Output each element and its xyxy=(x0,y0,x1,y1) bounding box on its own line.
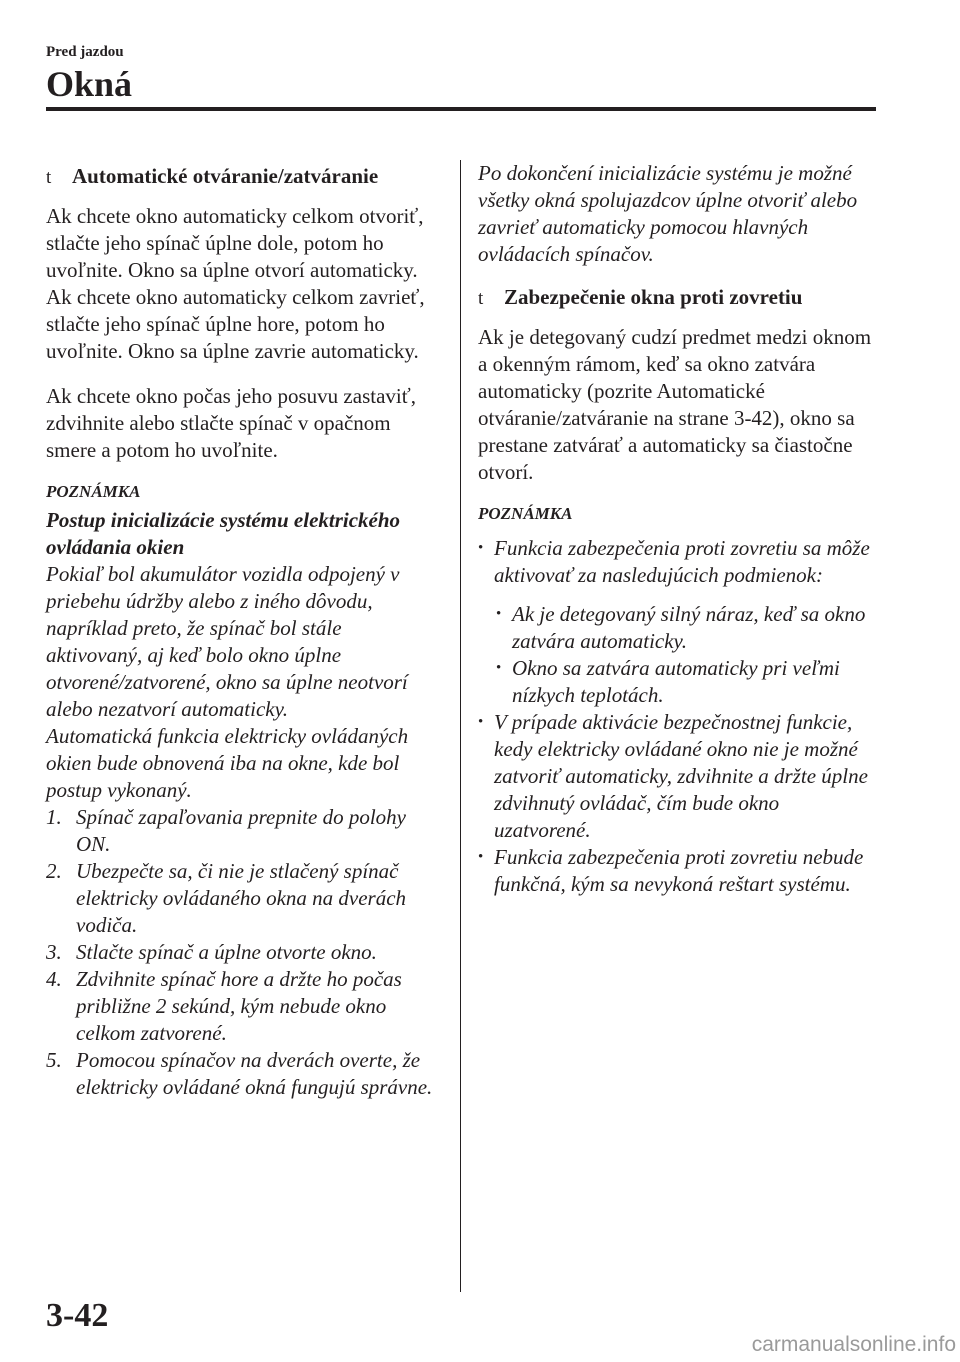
note-title: POZNÁMKA xyxy=(478,504,573,523)
step-number: 2. xyxy=(46,859,62,883)
bullet-text: V prípade aktivácie bezpečnostnej funkcie, kedy elektricky ovládané okno nie je možné zatvoriť automaticky, zdvihnite a držte úplne zdvihnutý ovládač, čím bude okno uzatvorené. xyxy=(494,710,868,842)
step-number: 4. xyxy=(46,967,62,991)
chapter-title: Okná xyxy=(46,64,133,104)
column-divider xyxy=(460,160,461,1292)
note-subtitle: Postup inicializácie systému elektrického ovládania okien xyxy=(46,508,401,559)
step-number: 1. xyxy=(46,805,62,829)
bullet-icon: • xyxy=(496,660,502,676)
bullet-item xyxy=(478,844,878,898)
section-label: Pred jazdou xyxy=(46,44,124,60)
sub-bullet-item xyxy=(478,655,878,709)
step-text: Pomocou spínačov na dverách overte, že elektricky ovládané okná fungujú správne. xyxy=(76,1048,433,1099)
left-column xyxy=(46,160,442,1101)
note-text: Pokiaľ bol akumulátor vozidla odpojený v priebehu údržby alebo z iného dôvodu, napríklad preto, že spínač bol stále aktivovaný, aj keď bolo okno úplne otvorené/zatvorené, okno sa úplne neotvorí alebo nezatvorí automaticky. xyxy=(46,562,408,721)
note-continuation: Po dokončení inicializácie systému je možné všetky okná spolujazdcov úplne otvoriť alebo zavrieť automaticky pomocou hlavných ovládacích spínačov. xyxy=(478,161,858,266)
page-number: 3-42 xyxy=(46,1297,109,1334)
section-heading-antipinch xyxy=(478,284,878,312)
bullet-text: Okno sa zatvára automaticky pri veľmi nízkych teplotách. xyxy=(512,656,840,707)
section-heading-text: Automatické otváranie/zatváranie xyxy=(72,164,379,188)
step-number: 5. xyxy=(46,1048,62,1072)
step-number: 3. xyxy=(46,940,62,964)
note-title: POZNÁMKA xyxy=(46,482,141,501)
step-item xyxy=(46,858,442,939)
step-item xyxy=(46,804,442,858)
paragraph: Ak chcete okno počas jeho posuvu zastaviť, zdvihnite alebo stlačte spínač v opačnom smere a potom ho uvoľnite. xyxy=(46,384,416,462)
bullet-icon: • xyxy=(478,714,484,730)
bullet-item xyxy=(478,535,878,589)
bullet-text: Funkcia zabezpečenia proti zovretiu sa môže aktivovať za nasledujúcich podmienok: xyxy=(494,536,870,587)
step-text: Ubezpečte sa, či nie je stlačený spínač elektricky ovládaného okna na dverách vodiča. xyxy=(76,859,407,937)
bullet-text: Funkcia zabezpečenia proti zovretiu nebude funkčná, kým sa nevykoná reštart systému. xyxy=(494,845,864,896)
step-item xyxy=(46,1047,442,1101)
bullet-icon: • xyxy=(496,606,502,622)
watermark: carmanualsonline.info xyxy=(751,1333,956,1356)
bullet-icon: • xyxy=(478,540,484,556)
page-header xyxy=(46,42,876,104)
bullet-icon: • xyxy=(478,849,484,865)
sub-bullet-item xyxy=(478,601,878,655)
header-rule xyxy=(46,107,876,111)
step-text: Stlačte spínač a úplne otvorte okno. xyxy=(76,940,377,964)
section-heading-text: Zabezpečenie okna proti zovretiu xyxy=(504,285,803,309)
step-text: Zdvihnite spínač hore a držte ho počas približne 2 sekúnd, kým nebude okno celkom zatvorené. xyxy=(76,967,402,1045)
paragraph: Ak chcete okno automaticky celkom otvoriť, stlačte jeho spínač úplne dole, potom ho uvoľnite. Okno sa úplne otvorí automaticky. xyxy=(46,204,424,282)
section-heading-auto xyxy=(46,163,442,191)
bullet-text: Ak je detegovaný silný náraz, keď sa okno zatvára automaticky. xyxy=(512,602,866,653)
step-text: Spínač zapaľovania prepnite do polohy ON. xyxy=(76,805,406,856)
right-column xyxy=(478,160,878,898)
section-marker-icon: t xyxy=(46,167,52,188)
note-text: Automatická funkcia elektricky ovládaných okien bude obnovená iba na okne, kde bol postup vykonaný. xyxy=(46,724,409,802)
paragraph: Ak je detegovaný cudzí predmet medzi oknom a okenným rámom, keď sa okno zatvára automaticky (pozrite Automatické otváranie/zatváranie na strane 3-42), okno sa prestane zatvárať a automaticky sa čiastočne otvorí. xyxy=(478,325,872,484)
section-marker-icon: t xyxy=(478,288,484,309)
step-item xyxy=(46,966,442,1047)
paragraph: Ak chcete okno automaticky celkom zavrieť, stlačte jeho spínač úplne hore, potom ho uvoľnite. Okno sa úplne zavrie automaticky. xyxy=(46,285,425,363)
step-item xyxy=(46,939,442,966)
bullet-item xyxy=(478,709,878,844)
